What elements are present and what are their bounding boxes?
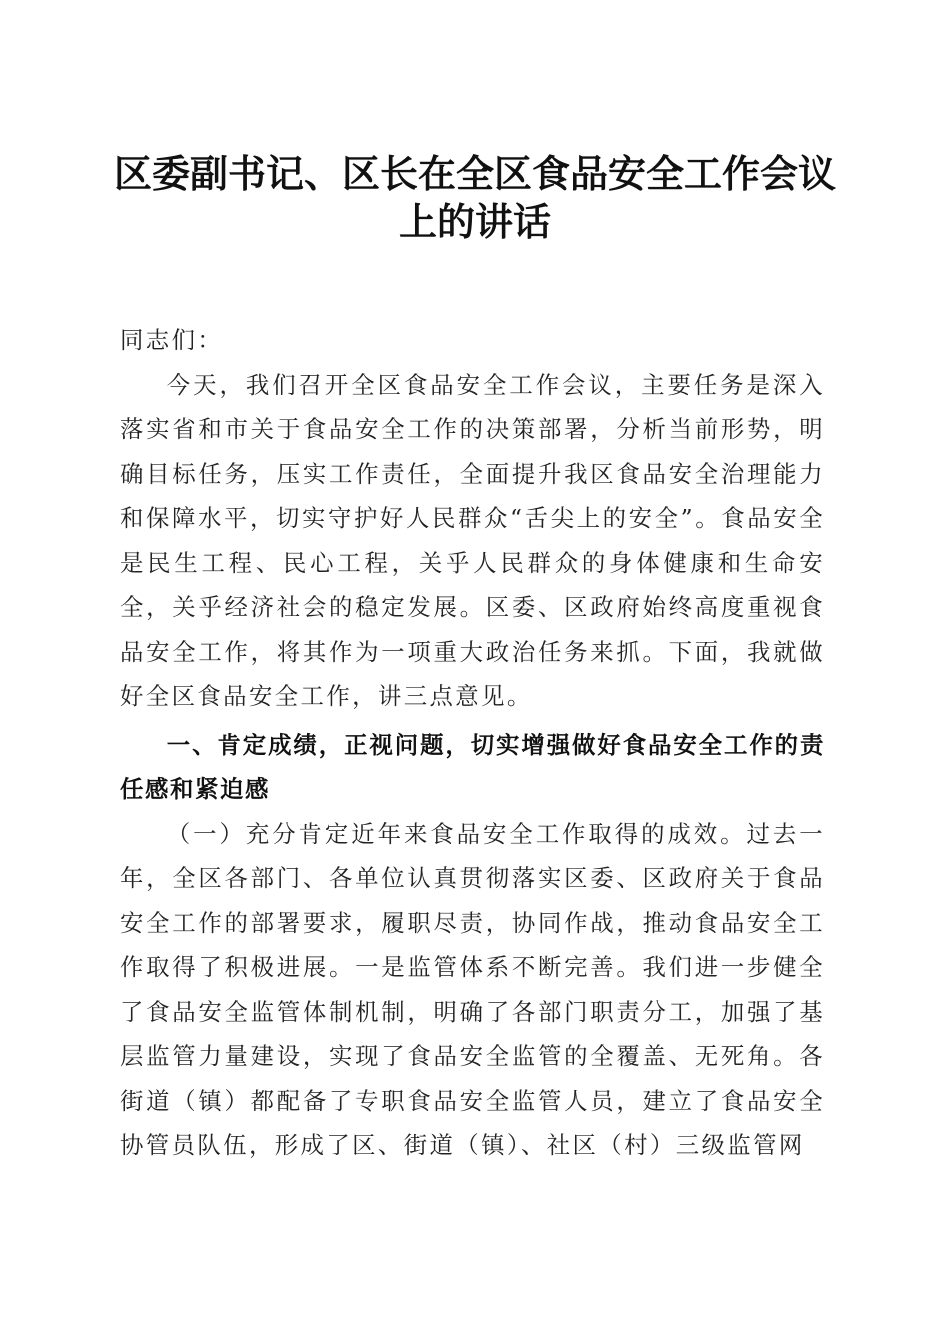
document-title: 区委副书记、区长在全区食品安全工作会议上的讲话 — [113, 151, 836, 244]
document-body — [120, 318, 825, 1168]
salutation: 同志们： — [120, 326, 224, 354]
subsection-paragraph-1: （一）充分肯定近年来食品安全工作取得的成效。过去一年，全区各部门、各单位认真贯彻落实区委、区政府关于食品安全工作的部署要求，履职尽责，协同作战，推动食品安全工作取得了积极进展。一是监管体系不断完善。我们进一步健全了食品安全监管体制机制，明确了各部门职责分工，加强了基层监管力量建设，实现了食品安全监管的全覆盖、无死角。各街道（镇）都配备了专职食品安全监管人员，建立了食品安全协管员队伍，形成了区、街道（镇）、社区（村）三级监管网 — [120, 819, 825, 1159]
intro-paragraph: 今天，我们召开全区食品安全工作会议，主要任务是深入落实省和市关于食品安全工作的决策部署，分析当前形势，明确目标任务，压实工作责任，全面提升我区食品安全治理能力和保障水平，切实守护好人民群众“舌尖上的安全”。食品安全是民生工程、民心工程，关乎人民群众的身体健康和生命安全，关乎经济社会的稳定发展。区委、区政府始终高度重视食品安全工作，将其作为一项重大政治任务来抓。下面，我就做好全区食品安全工作，讲三点意见。 — [120, 370, 825, 710]
section-heading-1: 一、肯定成绩，正视问题，切实增强做好食品安全工作的责任感和紧迫感 — [120, 730, 825, 803]
